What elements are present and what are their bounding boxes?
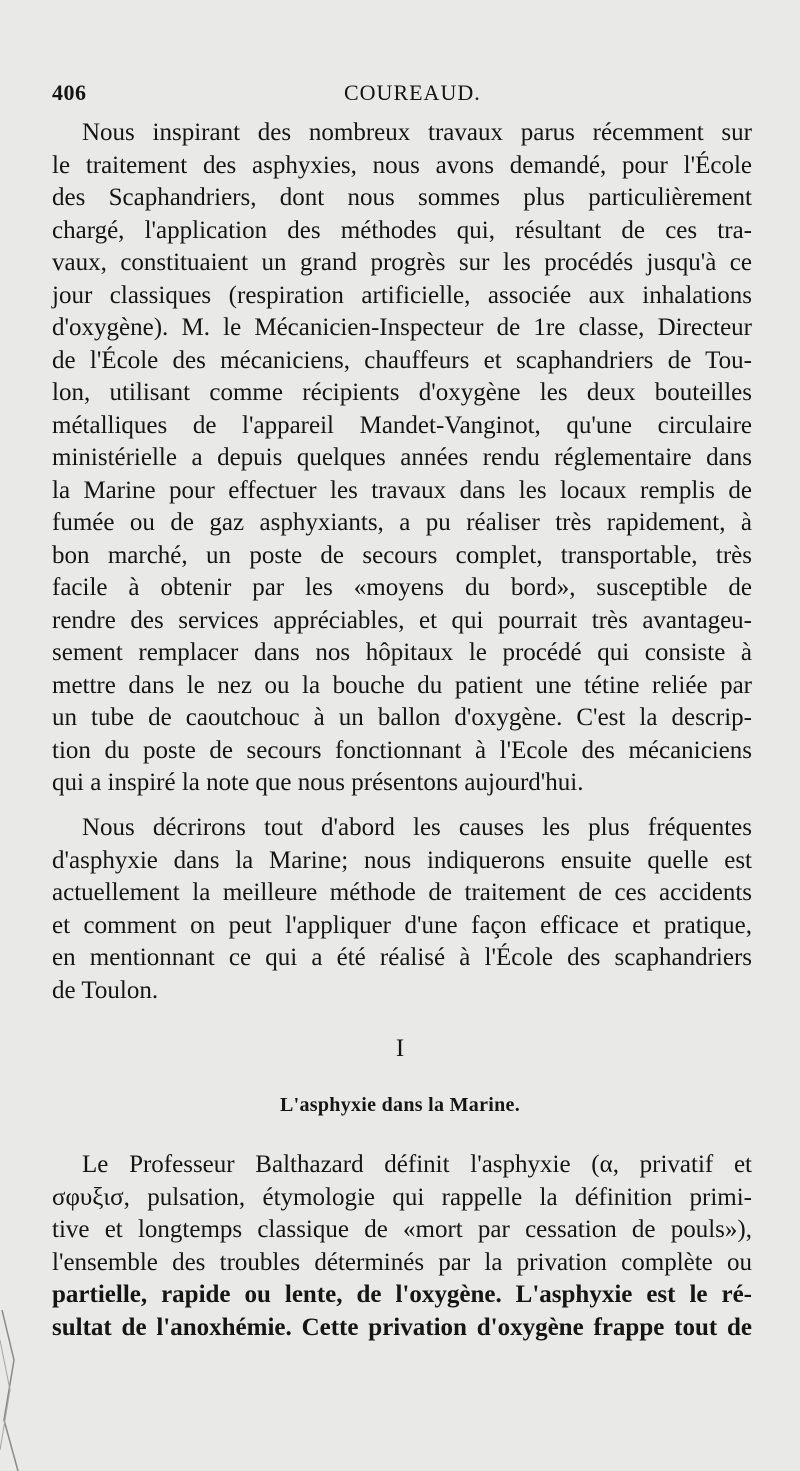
text-line: facile à obtenir par les «moyens du bord», susceptible de bbox=[52, 574, 752, 601]
text-line: métalliques de l'appareil Mandet-Vanginot, qu'une circulaire bbox=[52, 411, 752, 439]
text-line: ministérielle a depuis quelques années rendu réglementaire dans bbox=[52, 444, 752, 471]
text-line: en mentionnant ce qui a été réalisé à l'École des scaphandriers bbox=[52, 944, 752, 971]
text-line: un tube de caoutchouc à un ballon d'oxygène. C'est la descrip- bbox=[52, 704, 752, 731]
text-line: mettre dans le nez ou la bouche du patient une tétine reliée par bbox=[52, 671, 752, 699]
text-line: sement remplacer dans nos hôpitaux le procédé qui consiste à bbox=[52, 639, 752, 666]
text-line: de Toulon. bbox=[52, 976, 159, 1004]
paragraph-oxygen-post bbox=[52, 117, 752, 800]
text-line: vaux, constituaient un grand progrès sur les procédés jusqu'à ce bbox=[52, 249, 752, 276]
text-line: l'ensemble des troubles déterminés par la privation complète ou bbox=[52, 1248, 752, 1276]
text-line: chargé, l'application des méthodes qui, résultant de ces tra- bbox=[52, 216, 752, 244]
section-title: L'asphyxie dans la Marine. bbox=[279, 1094, 521, 1116]
text-line: des Scaphandriers, dont nous sommes plus particulièrement bbox=[52, 184, 752, 211]
paragraph-asphyxia-definition bbox=[52, 1149, 752, 1344]
running-title: COUREAUD. bbox=[344, 80, 481, 105]
text-line: d'asphyxie dans la Marine; nous indiquerons ensuite quelle est bbox=[52, 846, 752, 874]
text-line: qui a inspiré la note que nous présentons aujourd'hui. bbox=[52, 769, 584, 796]
text-line: tion du poste de secours fonctionnant à l'Ecole des mécaniciens bbox=[52, 736, 752, 764]
text-line: sultat de l'anoxhémie. Cette privation d'oxygène frappe tout de bbox=[52, 1313, 752, 1341]
text-line: actuellement la meilleure méthode de traitement de ces accidents bbox=[52, 879, 752, 906]
text-line: bon marché, un poste de secours complet, transportable, très bbox=[52, 541, 752, 569]
text-line: d'oxygène). M. le Mécanicien-Inspecteur de 1re classe, Directeur bbox=[52, 314, 752, 341]
text-line: et comment on peut l'appliquer d'une façon efficace et pratique, bbox=[52, 911, 752, 939]
text-line: lon, utilisant comme récipients d'oxygène les deux bouteilles bbox=[52, 379, 752, 406]
page-number: 406 bbox=[52, 80, 87, 105]
text-line: Le Professeur Balthazard définit l'asphyxie (α, privatif et bbox=[82, 1151, 752, 1178]
text-line: rendre des services appréciables, et qui pourrait très avantageu- bbox=[52, 606, 752, 634]
text-line: partielle, rapide ou lente, de l'oxygène. L'asphyxie est le ré- bbox=[52, 1281, 752, 1308]
text-line: la Marine pour effectuer les travaux dans les locaux remplis de bbox=[52, 476, 752, 504]
text-line: jour classiques (respiration artificielle, associée aux inhalations bbox=[52, 281, 752, 309]
section-number: I bbox=[395, 1035, 405, 1062]
running-head bbox=[52, 80, 752, 110]
paragraph-plan bbox=[52, 812, 752, 1007]
text-line: Nous inspirant des nombreux travaux parus récemment sur bbox=[82, 119, 752, 146]
text-line: tive et longtemps classique de «mort par cessation de pouls»), bbox=[52, 1216, 752, 1243]
text-line: le traitement des asphyxies, nous avons demandé, pour l'École bbox=[52, 151, 752, 179]
text-line: de l'École des mécaniciens, chauffeurs et scaphandriers de Tou- bbox=[52, 346, 752, 374]
text-line: fumée ou de gaz asphyxiants, a pu réaliser très rapidement, à bbox=[52, 509, 752, 536]
text-line: σφυξισ, pulsation, étymologie qui rappelle la définition primi- bbox=[52, 1183, 752, 1211]
text-line: Nous décrirons tout d'abord les causes les plus fréquentes bbox=[82, 814, 752, 841]
scan-edge-mark bbox=[0, 1300, 40, 1471]
